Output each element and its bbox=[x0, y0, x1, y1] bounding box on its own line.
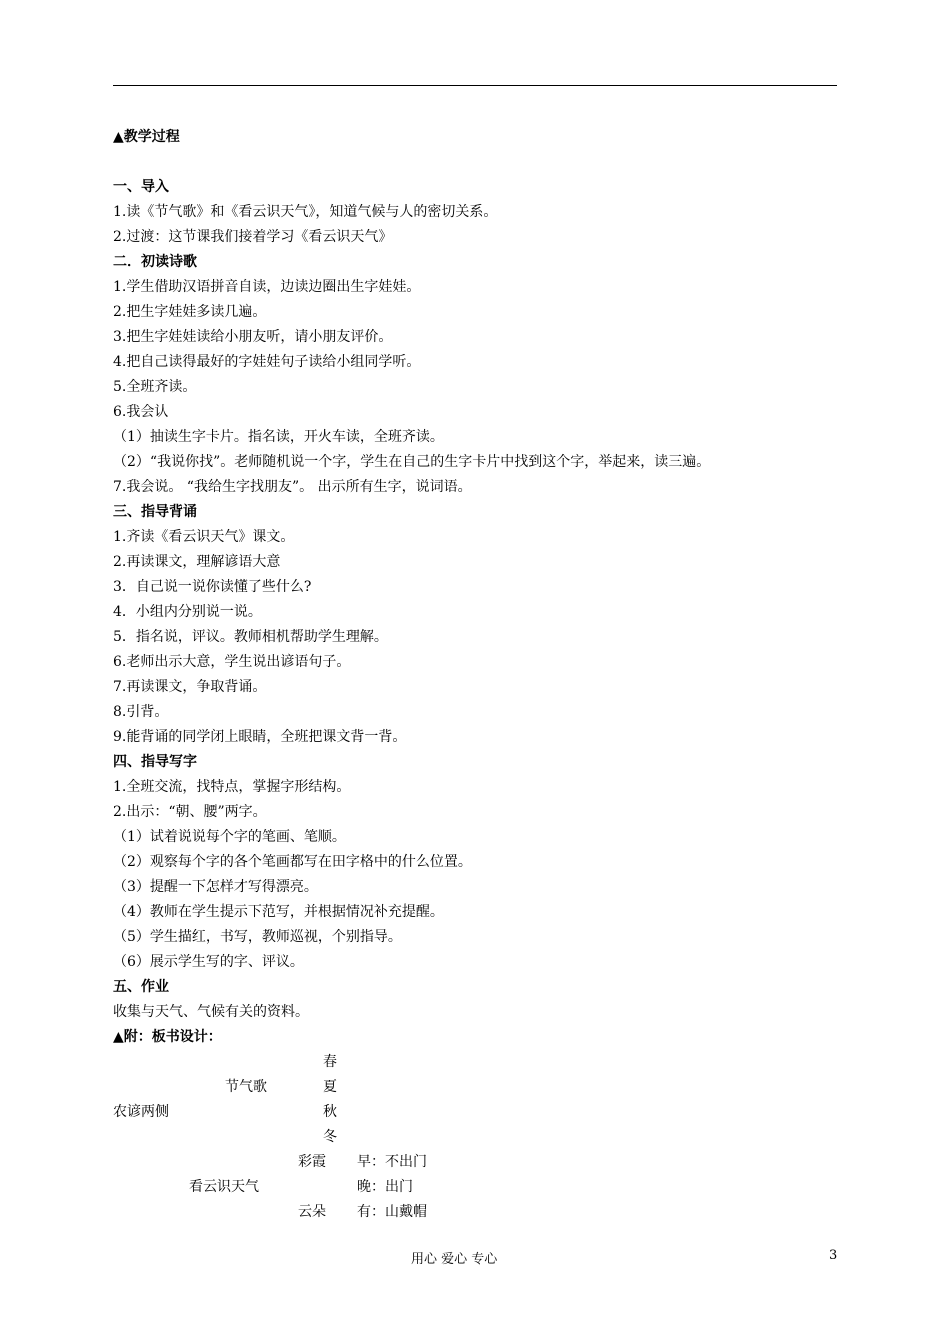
list-item: 5.全班齐读。 bbox=[113, 379, 197, 395]
board-branch-jieqige: 节气歌 bbox=[225, 1079, 267, 1095]
page-heading: ▲教学过程 bbox=[113, 129, 180, 145]
board-sub-yunduo: 云朵 bbox=[298, 1204, 326, 1220]
list-item: （1）抽读生字卡片。指名读，开火车读，全班齐读。 bbox=[113, 429, 444, 445]
board-title: ▲附：板书设计： bbox=[113, 1029, 222, 1045]
list-item: 5．指名说，评议。教师相机帮助学生理解。 bbox=[113, 629, 388, 645]
board-branch-kanyun: 看云识天气 bbox=[189, 1179, 259, 1195]
list-item: 2.再读课文，理解谚语大意 bbox=[113, 554, 281, 570]
section-title: 五、作业 bbox=[113, 979, 169, 995]
section-title: 二．初读诗歌 bbox=[113, 254, 197, 270]
list-item: 9.能背诵的同学闭上眼睛，全班把课文背一背。 bbox=[113, 729, 407, 745]
list-item: 4.把自己读得最好的字娃娃句子读给小组同学听。 bbox=[113, 354, 421, 370]
list-item: （5）学生描红，书写，教师巡视，个别指导。 bbox=[113, 929, 402, 945]
list-item: 1.齐读《看云识天气》课文。 bbox=[113, 529, 295, 545]
list-item: 收集与天气、气候有关的资料。 bbox=[113, 1004, 309, 1020]
list-item: 7.再读课文，争取背诵。 bbox=[113, 679, 267, 695]
board-season: 冬 bbox=[323, 1129, 337, 1145]
list-item: 4．小组内分别说一说。 bbox=[113, 604, 262, 620]
list-item: （2）“我说你找”。老师随机说一个字，学生在自己的生字卡片中找到这个字，举起来，读三遍。 bbox=[113, 454, 711, 470]
list-item: （2）观察每个字的各个笔画都写在田字格中的什么位置。 bbox=[113, 854, 472, 870]
list-item: 2.把生字娃娃多读几遍。 bbox=[113, 304, 267, 320]
list-item: 3．自己说一说你读懂了些什么? bbox=[113, 579, 312, 595]
board-leaf: 早：不出门 bbox=[357, 1154, 427, 1170]
section-title: 四、指导写字 bbox=[113, 754, 197, 770]
board-root: 农谚两侧 bbox=[113, 1104, 169, 1120]
list-item: 1.全班交流，找特点，掌握字形结构。 bbox=[113, 779, 351, 795]
board-leaf: 晚：出门 bbox=[357, 1179, 413, 1195]
page-number: 3 bbox=[829, 1248, 838, 1263]
list-item: 2.过渡：这节课我们接着学习《看云识天气》 bbox=[113, 229, 393, 245]
section-title: 三、指导背诵 bbox=[113, 504, 197, 520]
list-item: （1）试着说说每个字的笔画、笔顺。 bbox=[113, 829, 346, 845]
list-item: 6.我会认 bbox=[113, 404, 169, 420]
list-item: （6）展示学生写的字、评议。 bbox=[113, 954, 304, 970]
board-season: 夏 bbox=[323, 1079, 337, 1095]
board-leaf: 有：山戴帽 bbox=[357, 1204, 427, 1220]
list-item: （4）教师在学生提示下范写，并根据情况补充提醒。 bbox=[113, 904, 444, 920]
list-item: 3.把生字娃娃读给小朋友听，请小朋友评价。 bbox=[113, 329, 393, 345]
page-footer: 用心 爱心 专心 bbox=[411, 1252, 498, 1267]
section-title: 一、导入 bbox=[113, 179, 169, 195]
list-item: 7.我会说。 “我给生字找朋友”。 出示所有生字，说词语。 bbox=[113, 479, 472, 495]
list-item: 1.读《节气歌》和《看云识天气》，知道气候与人的密切关系。 bbox=[113, 204, 498, 220]
list-item: 8.引背。 bbox=[113, 704, 169, 720]
header-rule bbox=[113, 85, 837, 86]
list-item: 1.学生借助汉语拼音自读，边读边圈出生字娃娃。 bbox=[113, 279, 421, 295]
list-item: 2.出示：“朝、腰”两字。 bbox=[113, 804, 267, 820]
list-item: 6.老师出示大意，学生说出谚语句子。 bbox=[113, 654, 351, 670]
board-season: 春 bbox=[323, 1054, 337, 1070]
list-item: （3）提醒一下怎样才写得漂亮。 bbox=[113, 879, 318, 895]
board-sub-caixia: 彩霞 bbox=[298, 1154, 326, 1170]
board-season: 秋 bbox=[323, 1104, 337, 1120]
